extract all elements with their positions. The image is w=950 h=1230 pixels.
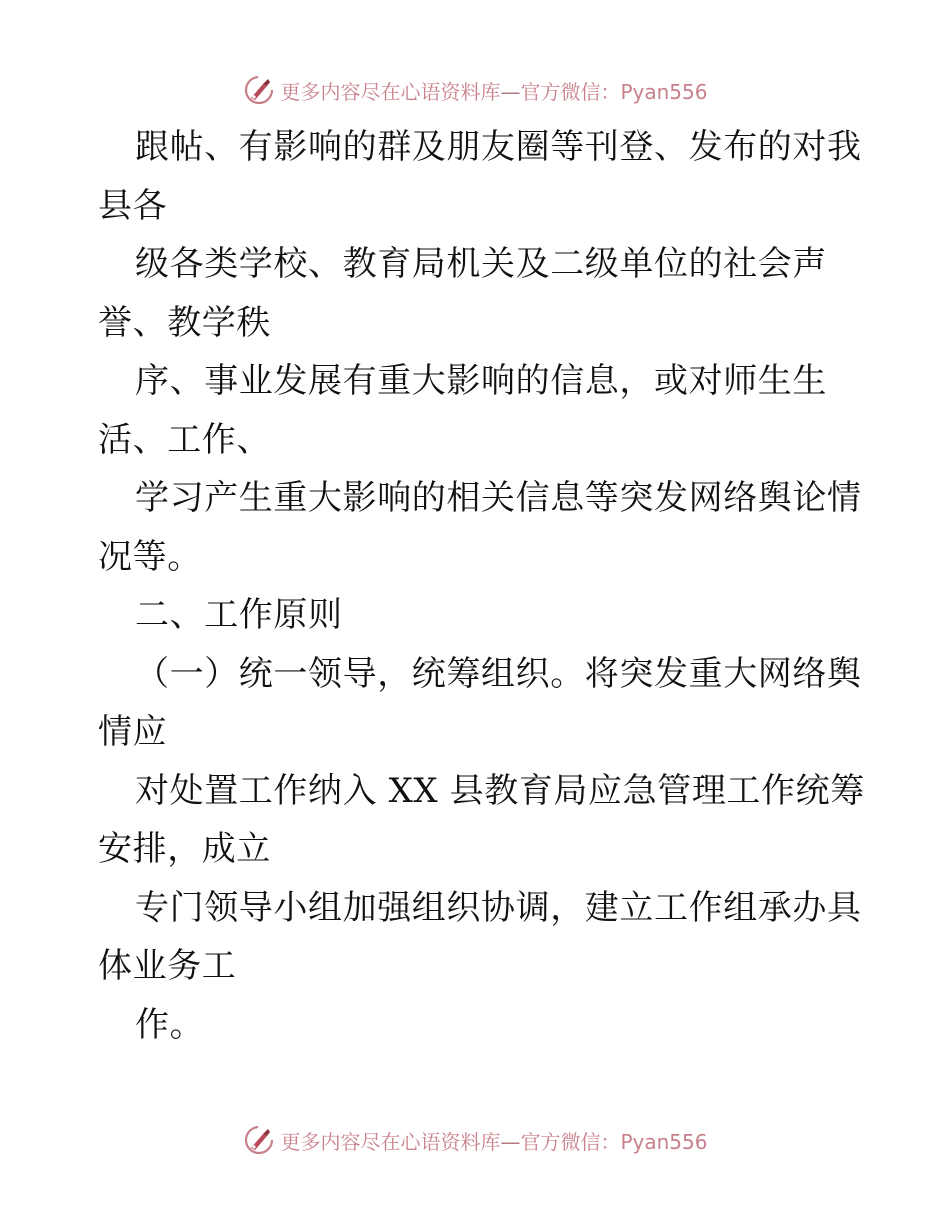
header-watermark-banner: [0, 70, 950, 110]
text-line: 学习产生重大影响的相关信息等突发网络舆论情: [135, 478, 862, 518]
text-line: 专门领导小组加强组织协调，建立工作组承办具: [135, 887, 862, 928]
footer-watermark-banner: [0, 1120, 950, 1160]
text-line: 对处置工作纳入 XX 县教育局应急管理工作统筹: [135, 770, 865, 811]
text-line: 安排，成立: [98, 829, 271, 869]
pen-nib-swirl-icon: [242, 73, 276, 107]
text-line: 活、工作、: [98, 419, 271, 460]
text-line: 跟帖、有影响的群及朋友圈等刊登、发布的对我: [135, 127, 862, 167]
text-line: 县各: [98, 185, 168, 226]
text-line: 誉、教学秩: [98, 302, 271, 343]
text-line: 情应: [98, 712, 168, 752]
text-line: 体业务工: [98, 946, 237, 986]
watermark-text: 更多内容尽在心语资料库—官方微信：Pyan556: [280, 79, 708, 104]
text-line: （一）统一领导，统筹组织。将突发重大网络舆: [135, 653, 862, 694]
text-line: 序、事业发展有重大影响的信息，或对师生生: [135, 361, 827, 401]
text-line: 级各类学校、教育局机关及二级单位的社会声: [135, 244, 827, 284]
section-heading: 二、工作原则: [135, 595, 343, 635]
document-body: [98, 118, 888, 1054]
text-line: 况等。: [98, 536, 202, 577]
text-line: 作。: [135, 1004, 205, 1045]
pen-nib-swirl-icon: [242, 1123, 276, 1157]
watermark-text: 更多内容尽在心语资料库—官方微信：Pyan556: [280, 1129, 708, 1154]
